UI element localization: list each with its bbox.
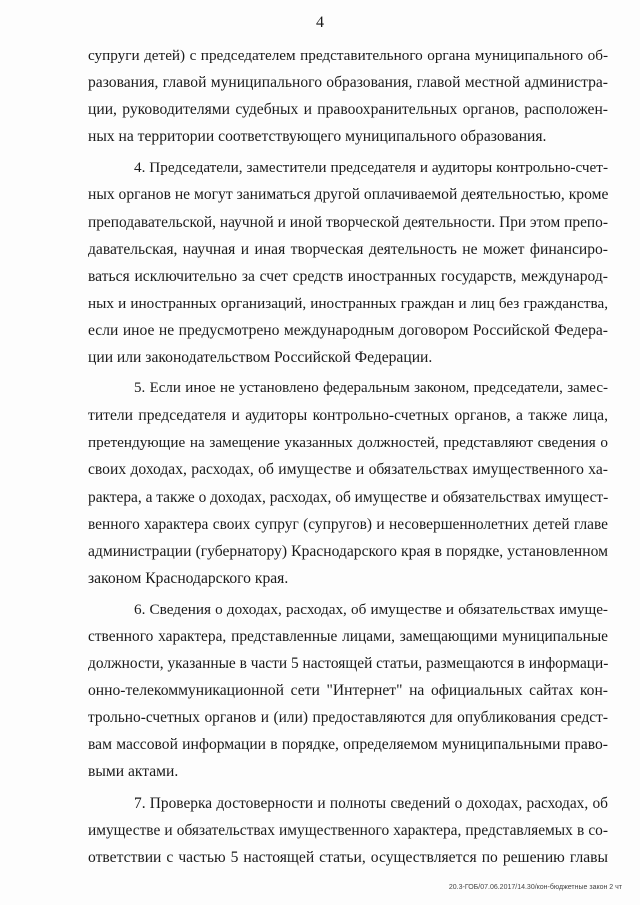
text-line: 6. Сведения о доходах, расходах, об имуществе и обязательствах имуще- <box>134 600 608 618</box>
text-line: своих доходах, расходах, об имуществе и обязательствах имущественного ха- <box>88 461 608 479</box>
text-line: 4. Председатели, заместители председателя и аудиторы контрольно-счет- <box>134 159 608 177</box>
text-line: ции или законодательством Российской Федерации. <box>88 349 433 367</box>
paragraph-clause-5 <box>88 375 608 592</box>
text-line: администрации (губернатору) Краснодарского края в порядке, установленном <box>88 542 608 560</box>
document-footer-code: 20.3-ГОБ/07.06.2017/14.30/кон-бюджетные закон 2 чт <box>448 884 622 891</box>
text-line: рактера, а также о доходах, расходах, об имуществе и обязательствах имущест- <box>88 488 609 506</box>
text-line: ваться исключительно за счет средств иностранных государств, международ- <box>88 267 608 285</box>
text-line: 7. Проверка достоверности и полноты сведений о доходах, расходах, об <box>134 794 608 812</box>
text-line: должности, указанные в части 5 настоящей статьи, размещаются в информаци- <box>88 655 609 673</box>
text-line: давательская, научная и иная творческая деятельность не может финансиро- <box>88 240 608 258</box>
paragraph-clause-4 <box>88 154 608 371</box>
text-line: выми актами. <box>88 763 179 781</box>
paragraph-clause-6 <box>88 596 608 786</box>
paragraph-continuation <box>88 42 608 150</box>
text-line: ственного характера, представленные лицами, замещающими муниципальные <box>88 627 608 645</box>
text-line: вам массовой информации в порядке, определяемом муниципальными право- <box>88 736 608 754</box>
text-line: претендующие на замещение указанных должностей, представляют сведения о <box>88 434 608 452</box>
text-line: тители председателя и аудиторы контрольно-счетных органов, а также лица, <box>88 407 608 425</box>
text-line: имуществе и обязательствах имущественного характера, представляемых в со- <box>88 821 608 839</box>
text-line: преподавательской, научной и иной творческой деятельности. При этом препо- <box>88 213 608 231</box>
text-line: онно-телекоммуникационной сети "Интернет" на официальных сайтах кон- <box>88 682 608 700</box>
text-line: ции, руководителями судебных и правоохранительных органов, расположен- <box>88 101 608 119</box>
text-line: венного характера своих супруг (супругов) и несовершеннолетних детей главе <box>88 515 608 533</box>
document-body <box>88 42 608 871</box>
text-line: ных на территории соответствующего муниципального образования. <box>88 128 547 146</box>
text-line: если иное не предусмотрено международным договором Российской Федера- <box>88 321 608 339</box>
text-line: законом Краснодарского края. <box>88 569 289 587</box>
paragraph-clause-7 <box>88 790 608 871</box>
text-line: ответствии с частью 5 настоящей статьи, осуществляется по решению главы <box>88 848 608 866</box>
text-line: трольно-счетных органов и (или) предоставляются для опубликования средст- <box>88 709 608 727</box>
text-line: разования, главой муниципального образования, главой местной администра- <box>88 74 608 92</box>
text-line: 5. Если иное не установлено федеральным законом, председатели, замес- <box>134 380 608 397</box>
text-line: ных и иностранных организаций, иностранных граждан и лиц без гражданства, <box>88 294 608 312</box>
page-number: 4 <box>316 14 324 31</box>
text-line: ных органов не могут заниматься другой оплачиваемой деятельностью, кроме <box>88 186 609 204</box>
text-line: супруги детей) с председателем представительного органа муниципального об- <box>88 47 608 64</box>
